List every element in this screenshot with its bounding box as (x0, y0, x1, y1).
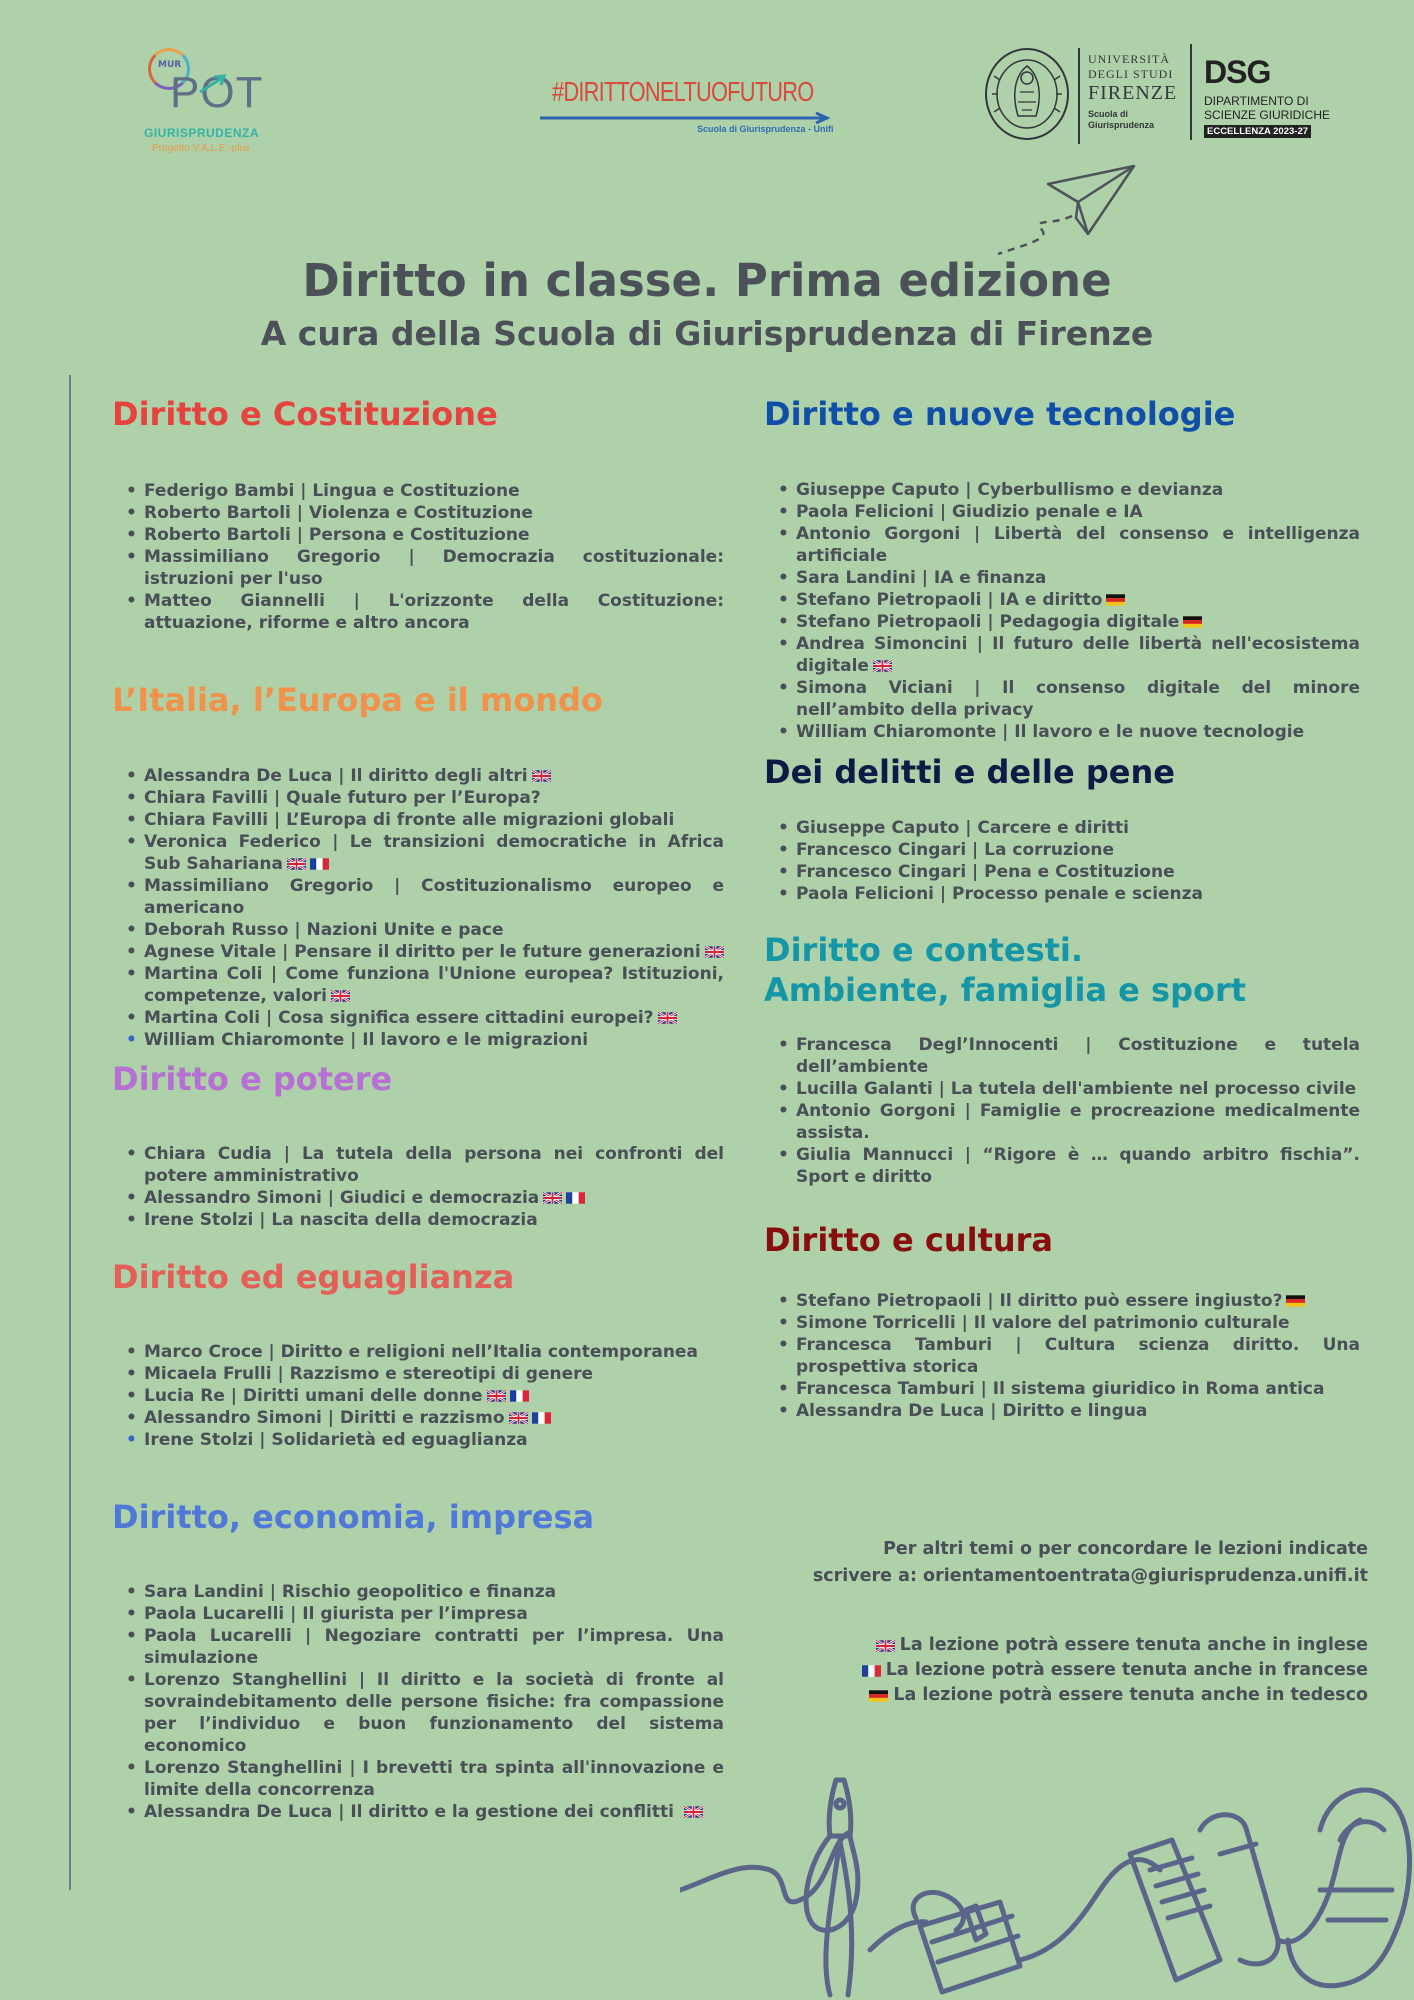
section-title-contesti-line1: Diritto e contesti. (764, 931, 1084, 969)
france-flag-icon (310, 858, 329, 870)
list-item (764, 1334, 1360, 1378)
list-item (764, 839, 1360, 861)
list-item-text: Chiara Cudia | La tutela della persona nei confronti del potere amministrativo (144, 1144, 724, 1186)
list-item (112, 1581, 724, 1603)
list-item (112, 546, 724, 590)
uk-flag-icon (532, 770, 551, 782)
dsg-dep-line1: DIPARTIMENTO DI (1204, 94, 1309, 108)
list-item-text: Paola Lucarelli | Il giurista per l’impresa (144, 1604, 528, 1624)
list-item (112, 963, 724, 1007)
list-item-text: Roberto Bartoli | Violenza e Costituzione (144, 503, 533, 523)
divider (1190, 44, 1192, 140)
section-title-delitti: Dei delitti e delle pene (764, 753, 1175, 791)
uk-flag-icon (331, 990, 350, 1002)
france-flag-icon (532, 1412, 551, 1424)
language-legend (862, 1633, 1368, 1708)
pot-logo (138, 44, 268, 154)
list-item-text: Francesca Degl’Innocenti | Costituzione e tutela dell’ambiente (796, 1035, 1360, 1077)
list-item (764, 589, 1360, 611)
list-item (764, 523, 1360, 567)
legend-text: La lezione potrà essere tenuta anche in tedesco (893, 1685, 1368, 1705)
list-contesti (764, 1034, 1360, 1188)
section-title-contesti-line2: Ambiente, famiglia e sport (764, 971, 1247, 1009)
list-item-text: Massimiliano Gregorio | Costituzionalismo europeo e americano (144, 876, 724, 918)
legend-row (862, 1658, 1368, 1683)
paper-plane-icon (980, 160, 1140, 260)
list-item (764, 1290, 1360, 1312)
list-item (112, 1385, 724, 1407)
list-item (112, 831, 724, 875)
germany-flag-icon (1286, 1295, 1305, 1307)
list-item-text: Lucilla Galanti | La tutela dell'ambiente nel processo civile (796, 1079, 1357, 1099)
list-item-text: Alessandro Simoni | Giudici e democrazia (144, 1188, 540, 1208)
pot-subtitle: GIURISPRUDENZA (144, 126, 260, 140)
list-item-text: Federigo Bambi | Lingua e Costituzione (144, 481, 520, 501)
list-item-text: Veronica Federico | Le transizioni democratiche in Africa Sub Sahariana (144, 832, 724, 874)
list-item (112, 1363, 724, 1385)
list-item-text: Stefano Pietropaoli | Pedagogia digitale (796, 612, 1180, 632)
list-tecnologie (764, 479, 1360, 743)
list-item-text: Matteo Giannelli | L'orizzonte della Costituzione: attuazione, riforme e altro ancora (144, 591, 724, 633)
section-title-europa: L’Italia, l’Europa e il mondo (112, 681, 603, 719)
list-item-text: Antonio Gorgoni | Famiglie e procreazione medicalmente assista. (796, 1101, 1360, 1143)
dsg-title: DSG (1204, 54, 1271, 90)
list-item (764, 1400, 1360, 1422)
list-item-text: William Chiaromonte | Il lavoro e le migrazioni (144, 1030, 589, 1050)
list-item (112, 1603, 724, 1625)
list-item (112, 1429, 724, 1451)
list-item (764, 861, 1360, 883)
list-item (112, 1407, 724, 1429)
list-item-text: Alessandra De Luca | Diritto e lingua (796, 1401, 1148, 1421)
unifi-line2: DEGLI STUDI (1088, 67, 1174, 81)
legend-row (862, 1633, 1368, 1658)
section-title-tecnologie: Diritto e nuove tecnologie (764, 395, 1236, 433)
hashtag-subtitle: Scuola di Giurisprudenza - Unifi (697, 124, 834, 134)
uk-flag-icon (873, 660, 892, 672)
contact-info (813, 1536, 1368, 1590)
list-cultura (764, 1290, 1360, 1422)
list-item-text: Alessandra De Luca | Il diritto e la gestione dei conflitti (144, 1802, 680, 1822)
list-item-text: Sara Landini | IA e finanza (796, 568, 1047, 588)
list-item (112, 1341, 724, 1363)
list-item (764, 677, 1360, 721)
list-item (764, 1144, 1360, 1188)
arrow-up-icon (198, 74, 228, 94)
list-costituzione (112, 480, 724, 634)
dsg-department (1204, 94, 1330, 122)
list-item-text: Lorenzo Stanghellini | Il diritto e la società di fronte al sovraindebitamento delle persone fisiche: fra compassione per l’individuo e buon funzionamento del sistema economico (144, 1670, 724, 1756)
list-item (112, 502, 724, 524)
page-subtitle: A cura della Scuola di Giurisprudenza di Firenze (260, 314, 1154, 353)
list-item (112, 1007, 724, 1029)
unifi-school (1088, 109, 1154, 131)
list-item-text: Massimiliano Gregorio | Democrazia costituzionale: istruzioni per l'uso (144, 547, 724, 589)
list-item-text: Martina Coli | Come funziona l'Unione europea? Istituzioni, competenze, valori (144, 964, 724, 1006)
unifi-line1: UNIVERSITÀ (1088, 52, 1170, 66)
list-item-text: Andrea Simoncini | Il futuro delle libertà nell'ecosistema digitale (796, 634, 1360, 676)
list-item (112, 524, 724, 546)
uk-flag-icon (705, 946, 724, 958)
uk-flag-icon (658, 1012, 677, 1024)
uk-flag-icon (543, 1192, 562, 1204)
list-item (764, 479, 1360, 501)
list-item (112, 480, 724, 502)
page-title: Diritto in classe. Prima edizione (302, 254, 1112, 307)
list-item (112, 919, 724, 941)
list-item-text: Simona Viciani | Il consenso digitale del minore nell’ambito della privacy (796, 678, 1360, 720)
list-item-text: Giuseppe Caputo | Cyberbullismo e devianza (796, 480, 1224, 500)
france-flag-icon (510, 1390, 529, 1402)
list-item-text: Alessandra De Luca | Il diritto degli altri (144, 766, 528, 786)
list-item (112, 875, 724, 919)
list-item-text: Chiara Favilli | Quale futuro per l’Europa? (144, 788, 541, 808)
list-item-text: Marco Croce | Diritto e religioni nell’Italia contemporanea (144, 1342, 698, 1362)
list-europa (112, 765, 724, 1051)
list-item (112, 1029, 724, 1051)
list-item (112, 1187, 724, 1209)
pot-mur-label: MUR (158, 60, 182, 70)
list-item-text: Micaela Frulli | Razzismo e stereotipi di genere (144, 1364, 594, 1384)
section-title-costituzione: Diritto e Costituzione (112, 395, 498, 433)
list-item (764, 721, 1360, 743)
list-item (764, 1378, 1360, 1400)
uk-flag-icon (509, 1412, 528, 1424)
list-eguaglianza (112, 1341, 724, 1451)
divider (1078, 48, 1080, 144)
unifi-line3: FIRENZE (1088, 82, 1178, 104)
legend-row (862, 1683, 1368, 1708)
list-item (764, 611, 1360, 633)
uk-flag-icon (287, 858, 306, 870)
uk-flag-icon (487, 1390, 506, 1402)
list-item (764, 1078, 1360, 1100)
pot-wordmark: POT (170, 68, 264, 117)
list-item (112, 1625, 724, 1669)
list-item (112, 1757, 724, 1801)
list-item-text: Deborah Russo | Nazioni Unite e pace (144, 920, 504, 940)
list-item (112, 1209, 724, 1231)
school-line2: Giurisprudenza (1088, 120, 1155, 130)
list-item (764, 1100, 1360, 1144)
list-item-text: Alessandro Simoni | Diritti e razzismo (144, 1408, 505, 1428)
list-item-text: Chiara Favilli | L’Europa di fronte alle migrazioni globali (144, 810, 675, 830)
list-item-text: Antonio Gorgoni | Libertà del consenso e intelligenza artificiale (796, 524, 1360, 566)
list-item-text: Paola Lucarelli | Negoziare contratti per l’impresa. Una simulazione (144, 1626, 724, 1668)
list-economia (112, 1581, 724, 1823)
list-item-text: Paola Felicioni | Giudizio penale e IA (796, 502, 1143, 522)
left-vertical-rule (69, 375, 71, 1890)
list-item-text: Sara Landini | Rischio geopolitico e finanza (144, 1582, 557, 1602)
list-item-text: Paola Felicioni | Processo penale e scienza (796, 884, 1204, 904)
legend-text: La lezione potrà essere tenuta anche in francese (885, 1660, 1368, 1680)
list-item-text: Irene Stolzi | Solidarietà ed eguaglianza (144, 1430, 528, 1450)
school-line1: Scuola di (1088, 109, 1129, 119)
list-item-text: Francesco Cingari | La corruzione (796, 840, 1115, 860)
france-flag-icon (566, 1192, 585, 1204)
list-item-text: Francesca Tamburi | Cultura scienza diritto. Una prospettiva storica (796, 1335, 1360, 1377)
germany-flag-icon (1106, 594, 1125, 606)
list-item (764, 567, 1360, 589)
unifi-name (1088, 52, 1177, 104)
dsg-badge: ECCELLENZA 2023-27 (1204, 125, 1311, 138)
list-item (764, 1034, 1360, 1078)
list-item-text: Simone Torricelli | Il valore del patrimonio culturale (796, 1313, 1290, 1333)
list-item (112, 941, 724, 963)
list-item-text: Martina Coli | Cosa significa essere cittadini europei? (144, 1008, 654, 1028)
section-title-contesti (764, 930, 1360, 1010)
list-item (764, 1312, 1360, 1334)
list-item-text: Francesco Cingari | Pena e Costituzione (796, 862, 1175, 882)
section-title-cultura: Diritto e cultura (764, 1221, 1054, 1259)
list-item-text: Francesca Tamburi | Il sistema giuridico in Roma antica (796, 1379, 1325, 1399)
contact-line2[interactable]: scrivere a: orientamentoentrata@giurisprudenza.unifi.it (812, 1566, 1368, 1586)
list-item-text: Irene Stolzi | La nascita della democrazia (144, 1210, 538, 1230)
dsg-dep-line2: SCIENZE GIURIDICHE (1204, 108, 1331, 122)
germany-flag-icon (869, 1690, 888, 1702)
list-item-text: Stefano Pietropaoli | Il diritto può essere ingiusto? (796, 1291, 1283, 1311)
list-item-text: Agnese Vitale | Pensare il diritto per le future generazioni (144, 942, 701, 962)
section-title-eguaglianza: Diritto ed eguaglianza (112, 1258, 515, 1296)
list-item-text: Giuseppe Caputo | Carcere e diritti (796, 818, 1129, 838)
list-item-text: Lorenzo Stanghellini | I brevetti tra spinta all'innovazione e limite della concorrenza (144, 1758, 724, 1800)
list-item (112, 1143, 724, 1187)
section-title-economia: Diritto, economia, impresa (112, 1498, 595, 1536)
list-item (112, 1669, 724, 1757)
list-item (764, 883, 1360, 905)
pot-project: Progetto V.A.L.E.-plus (152, 143, 251, 154)
germany-flag-icon (1183, 616, 1202, 628)
list-item (112, 765, 724, 787)
list-item (112, 1801, 724, 1823)
section-title-potere: Diritto e potere (112, 1060, 393, 1098)
list-item (112, 590, 724, 634)
hashtag-logo (540, 76, 840, 146)
list-item-text: Stefano Pietropaoli | IA e diritto (796, 590, 1103, 610)
list-delitti (764, 817, 1360, 905)
hashtag-text: #DIRITTONELTUOFUTURO (552, 76, 814, 107)
list-item (112, 809, 724, 831)
arrow-right-icon (540, 112, 832, 124)
list-potere (112, 1143, 724, 1231)
list-item (112, 787, 724, 809)
contact-line1: Per altri temi o per concordare le lezioni indicate (883, 1539, 1368, 1559)
list-item-text: Roberto Bartoli | Persona e Costituzione (144, 525, 530, 545)
florence-seal-icon (984, 46, 1070, 142)
list-item (764, 817, 1360, 839)
list-item (764, 501, 1360, 523)
list-item-text: Giulia Mannucci | “Rigore è … quando arbitro fischia”. Sport e diritto (796, 1145, 1360, 1187)
uk-flag-icon (876, 1640, 895, 1652)
list-item-text: Lucia Re | Diritti umani delle donne (144, 1386, 483, 1406)
list-item-text: William Chiaromonte | Il lavoro e le nuove tecnologie (796, 722, 1305, 742)
list-item (764, 633, 1360, 677)
france-flag-icon (862, 1665, 881, 1677)
unifi-dsg-logo (984, 44, 1344, 154)
school-supplies-doodle (680, 1770, 1414, 2000)
legend-text: La lezione potrà essere tenuta anche in inglese (899, 1635, 1368, 1655)
